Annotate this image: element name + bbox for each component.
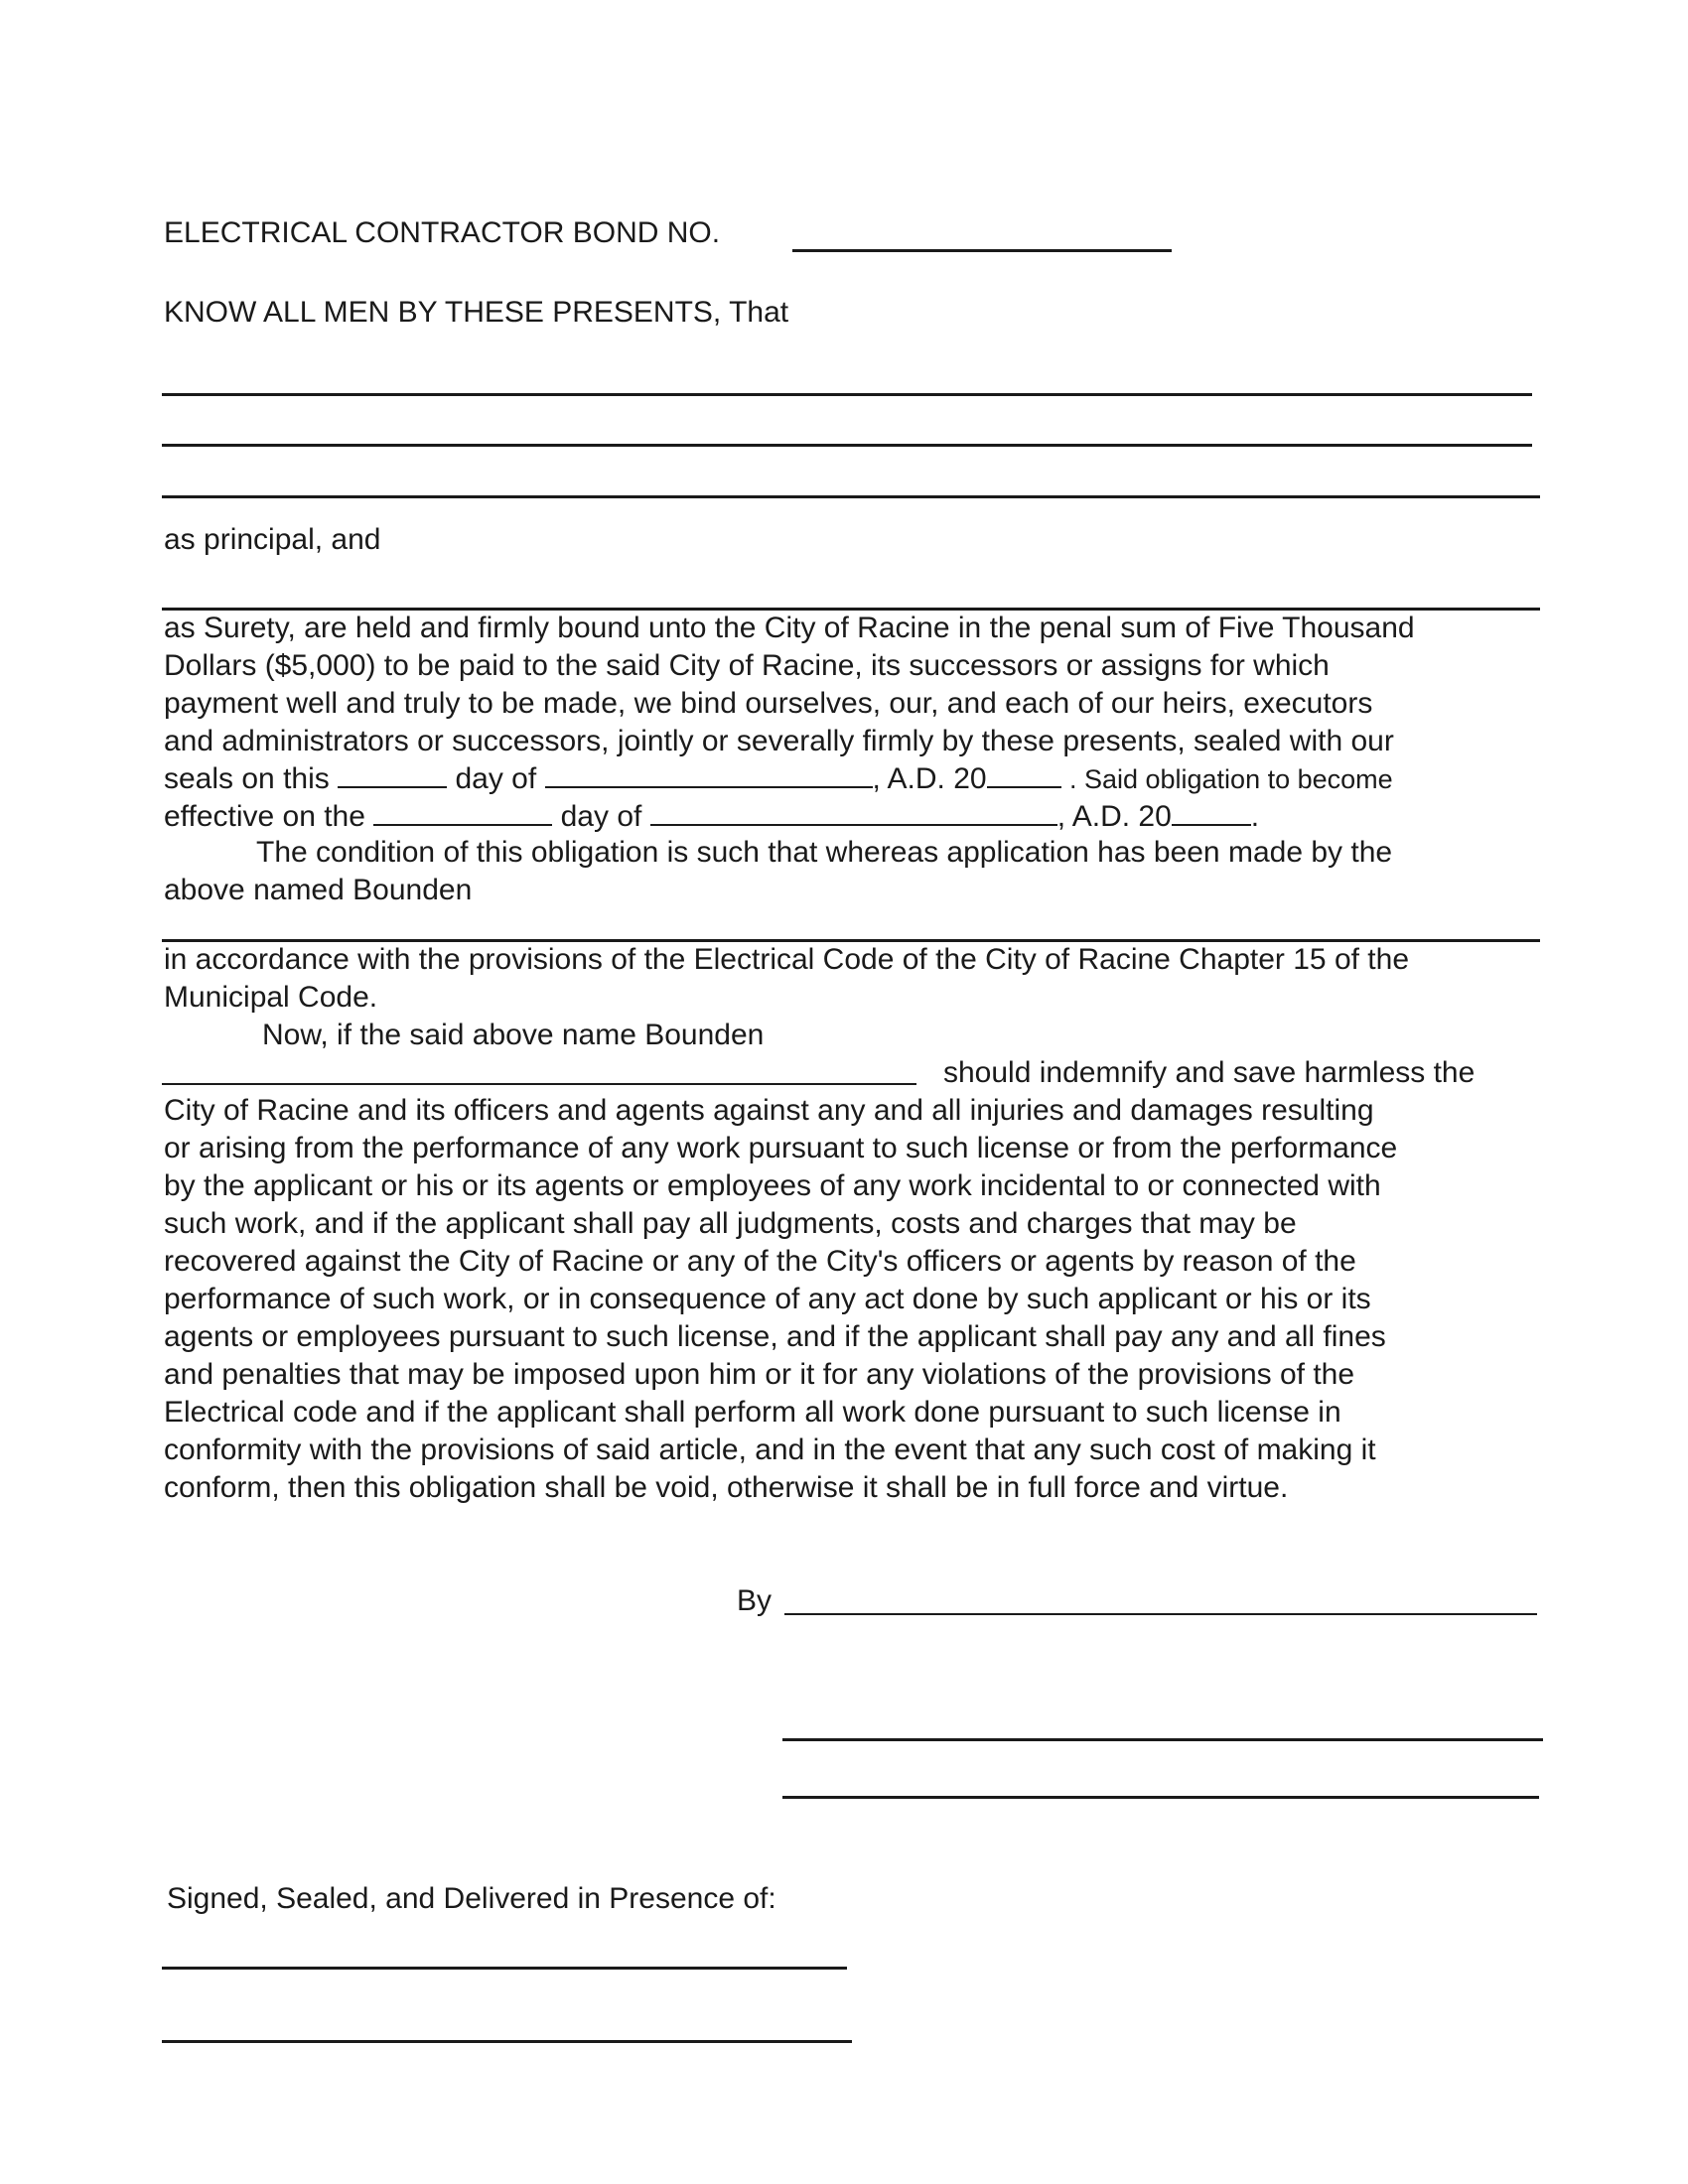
principal-line-3[interactable] <box>162 495 1540 498</box>
body-line: such work, and if the applicant shall pay all judgments, costs and charges that may be <box>164 1207 1297 1240</box>
effective-day-field[interactable] <box>373 800 552 826</box>
by-signature-line[interactable] <box>784 1613 1537 1615</box>
effective-label: effective on the <box>164 800 365 833</box>
surety-line-text: payment well and truly to be made, we bind ourselves, our, and each of our heirs, executors <box>164 687 1373 720</box>
ad-label: , A.D. 20 <box>872 762 987 795</box>
signature-line-1[interactable] <box>782 1738 1543 1741</box>
bounden-indemnify-line[interactable] <box>162 1083 916 1085</box>
signed-sealed-text: Signed, Sealed, and Delivered in Presence of: <box>167 1882 776 1915</box>
indemnity-paragraph <box>164 1092 1554 1507</box>
effective-line <box>164 798 1259 836</box>
now-if-text: Now, if the said above name Bounden <box>262 1019 765 1051</box>
body-line: by the applicant or his or its agents or employees of any work incidental to or connected with <box>164 1169 1381 1202</box>
body-line: Electrical code and if the applicant shall perform all work done pursuant to such license in <box>164 1396 1341 1429</box>
day-of-label-2: day of <box>560 800 642 833</box>
accordance-line-1: in accordance with the provisions of the Electrical Code of the City of Racine Chapter 15 of the <box>164 943 1410 976</box>
surety-line-text: and administrators or successors, jointly or severally firmly by these presents, sealed with our <box>164 725 1394 757</box>
body-line: agents or employees pursuant to such license, and if the applicant shall pay any and all fines <box>164 1320 1386 1353</box>
body-line: or arising from the performance of any work pursuant to such license or from the performance <box>164 1132 1398 1164</box>
body-line: conformity with the provisions of said article, and in the event that any such cost of making it <box>164 1433 1376 1466</box>
period: . <box>1250 800 1260 833</box>
ad-label-2: , A.D. 20 <box>1056 800 1172 833</box>
bond-title-text: ELECTRICAL CONTRACTOR BOND NO. <box>164 216 721 249</box>
body-line: conform, then this obligation shall be void, otherwise it shall be in full force and virtue. <box>164 1471 1289 1504</box>
condition-line-2: above named Bounden <box>164 874 473 906</box>
day-of-label: day of <box>455 762 537 795</box>
signature-line-2[interactable] <box>782 1796 1539 1799</box>
witness-line-1[interactable] <box>162 1967 847 1970</box>
seal-year-field[interactable] <box>987 762 1061 788</box>
accordance-line-2: Municipal Code. <box>164 981 378 1014</box>
as-principal-text: as principal, and <box>164 523 381 556</box>
surety-line-text: as Surety, are held and firmly bound unto the City of Racine in the penal sum of Five Thousand <box>164 612 1415 644</box>
body-line: and penalties that may be imposed upon him or it for any violations of the provisions of the <box>164 1358 1355 1391</box>
body-line: recovered against the City of Racine or any of the City's officers or agents by reason of the <box>164 1245 1356 1278</box>
seals-line <box>164 760 1393 798</box>
bond-number-field[interactable] <box>792 249 1172 252</box>
body-line: performance of such work, or in consequence of any act done by such applicant or his or its <box>164 1283 1371 1315</box>
witness-line-2[interactable] <box>162 2040 852 2043</box>
bond-title <box>164 214 720 252</box>
surety-paragraph <box>164 610 1554 760</box>
condition-line-1: The condition of this obligation is such that whereas application has been made by the <box>256 836 1393 869</box>
seal-month-field[interactable] <box>545 762 873 788</box>
principal-line-1[interactable] <box>162 393 1532 396</box>
should-indemnify-text: should indemnify and save harmless the <box>943 1056 1476 1089</box>
principal-line-2[interactable] <box>162 444 1532 447</box>
surety-line-text: Dollars ($5,000) to be paid to the said City of Racine, its successors or assigns for which <box>164 649 1330 682</box>
seals-label: seals on this <box>164 762 330 795</box>
seal-day-field[interactable] <box>338 762 447 788</box>
body-line: City of Racine and its officers and agents against any and all injuries and damages resulting <box>164 1094 1374 1127</box>
effective-year-field[interactable] <box>1172 800 1251 826</box>
said-obligation-text: . Said obligation to become <box>1068 764 1393 794</box>
intro-text: KNOW ALL MEN BY THESE PRESENTS, That <box>164 296 789 329</box>
effective-month-field[interactable] <box>650 800 1057 826</box>
by-label: By <box>737 1584 773 1617</box>
